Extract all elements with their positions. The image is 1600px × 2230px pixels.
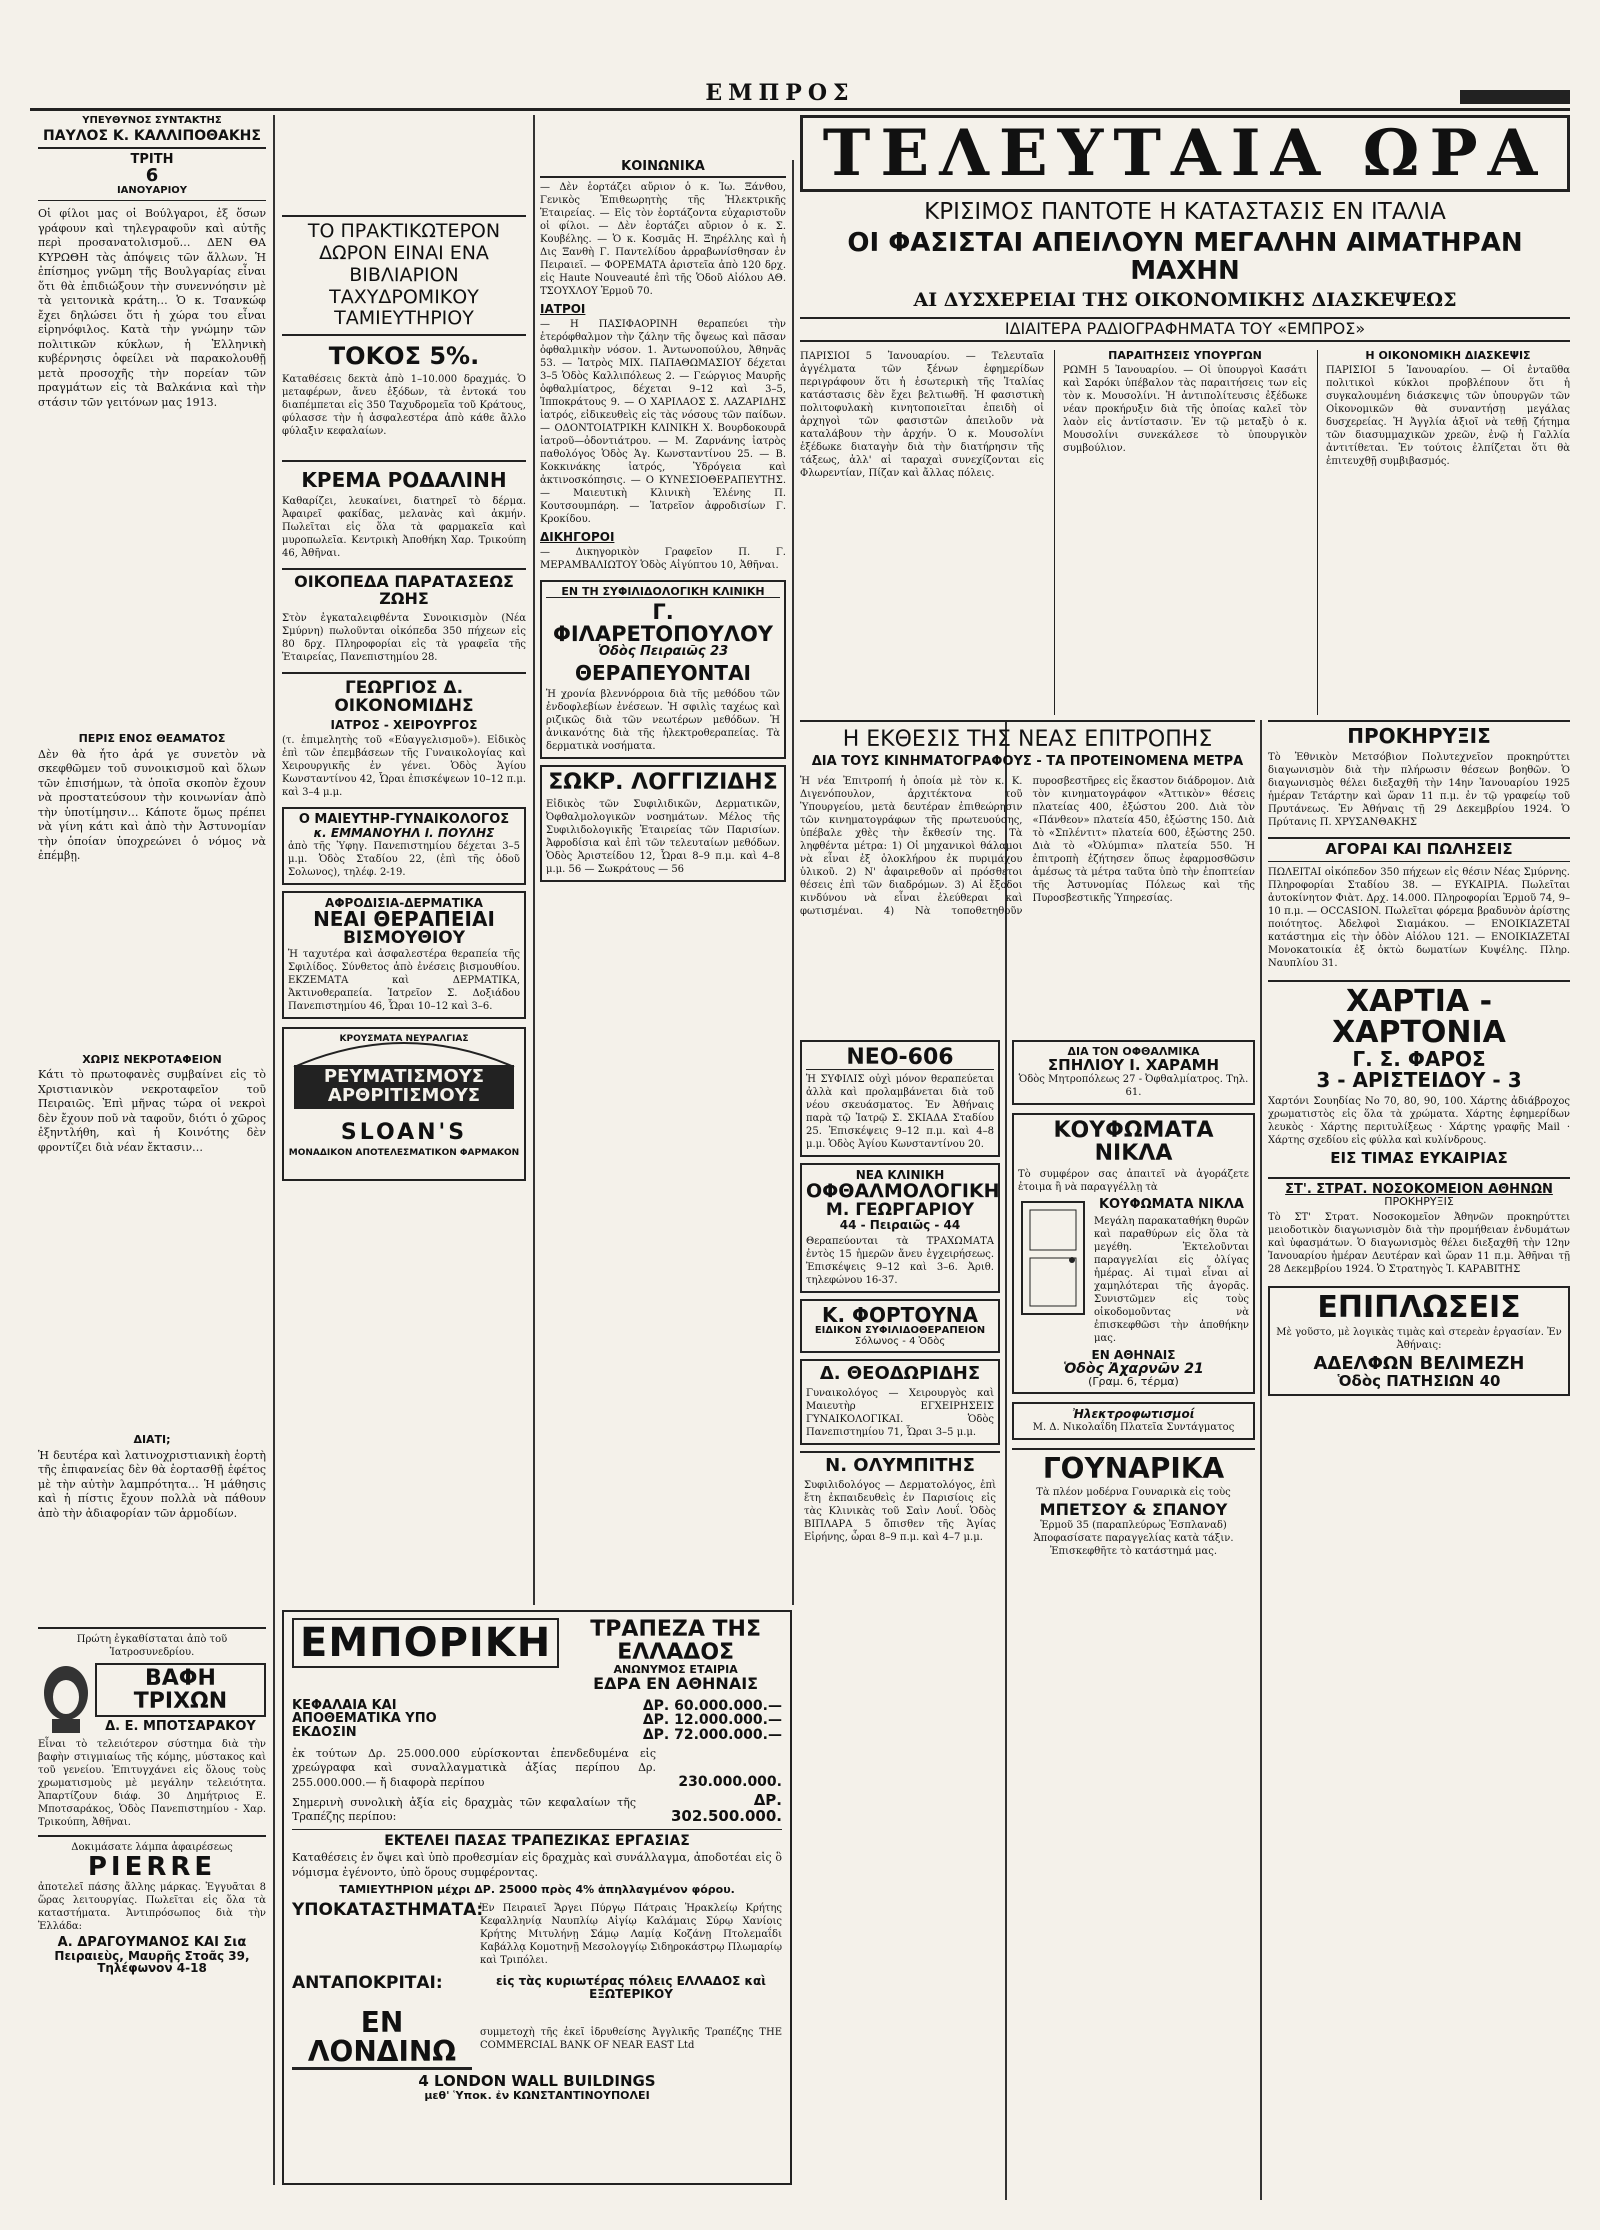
column-rule <box>273 115 275 2185</box>
third-column <box>540 160 786 1605</box>
news-column: ΠΑΡΙΣΙΟΙ 5 Ἰανουαρίου. — Οἱ ἐνταῦθα πολιτικοὶ κύκλοι προβλέπουν ὅτι ἡ συγκαλουμένη διάσκεψις τῶν ὑπουργῶν τῶν Οἰκονομικῶν θὰ συναντήσῃ μεγάλας δυσχερείας. Ἡ Ἀγγλία ἀξιοῖ νὰ τεθῇ ζήτημα τῶν διασυμμαχικῶν χρεῶν, ἐνῷ ἡ Γαλλία ἀντιτίθεται. Ἐν τούτοις ἐλπίζεται ὅτι θὰ ἐπιτευχθῇ συμβιβασμός. <box>1326 365 1570 468</box>
ad-name: Μ. ΓΕΩΡΓΑΡΙΟΥ <box>825 1199 975 1220</box>
plots-ad <box>282 568 526 664</box>
ad-text: Ἡ ΣΥΦΙΛΙΣ οὐχὶ μόνον θεραπεύεται ἀλλὰ καὶ προλαμβάνεται διὰ τοῦ νέου σκευάσματος. Ἐν Ἀθήναις παρὰ τῷ Ἰατρῷ Σ. ΣΚΙΑΔΑ Σταδίου 25. Ἐπισκέψεις 9–12 π.μ. καὶ 4–8 μ.μ. Ὁδὸς Ἀγίου Κωνσταντίνου 20. <box>806 1074 994 1151</box>
ad-text: Συφιλιδολόγος — Δερματολόγος, ἐπὶ ἔτη ἐκπαιδευθεὶς ἐν Παρισίοις εἰς τὰς Κλινικὰς τοῦ Σαὶν Λουΐ. Ὁδὸς ΒΙΠΛΑΡΑ 5 ὄπισθεν τῆς Ἁγίας Εἰρήνης, ὧραι 8–9 π.μ. καὶ 4–7 μ.μ. <box>804 1479 996 1543</box>
left-column <box>38 116 266 2196</box>
trade-text: ΠΩΛΕΙΤΑΙ οἰκόπεδον 350 πήχεων εἰς θέσιν Νέας Σμύρνης. Πληροφορίαι Σταδίου 38. — ΕΥΚΑΙΡΙΑ. Πωλεῖται ἀυτοκίνητον Φιὰτ. Δρχ. 14.000. Πληροφορίαι Ἑρμοῦ 74, 9–10 π.μ. — OCCASION. Πωλεῖται φόρεμα βραδυνὸν ἀρίστης ποιότητος. Ἀδελφοὶ Σιαμάκου. — ΕΝΟΙΚΙΑΖΕΤΑΙ κατάστημα εἰς τὴν ὁδὸν Αἰόλου 121. — ΕΝΟΙΚΙΑΖΕΤΑΙ Μονοκατοικία ἐξ ὀκτὼ δωματίων Κυψέλης. Πληρ. Ναυπλίου 31. <box>1268 866 1570 969</box>
date-number: 6 <box>145 164 159 186</box>
ad-address: Ὁδὸς Πειραιῶς 23 <box>597 644 729 660</box>
article-subheading: ΧΩΡΙΣ ΝΕΚΡΟΤΑΦΕΙΟΝ <box>82 1052 222 1066</box>
ad-maker: Δ. Ε. ΜΠΟΤΣΑΡΑΚΟΥ <box>105 1719 256 1735</box>
ad-brand: SLOAN'S <box>340 1119 468 1145</box>
doctors-text: — Η ΠΑΣΙΦΑΟΡΙΝΗ θεραπεύει τὴν ἐτερόφθαλμον τὴν ζάλην τῆς ὄψεως καὶ πᾶσαν ὀφθαλμικὴν νόσον. 1. Ἀντωνοπούλου, Ἀθηνᾶς 53. — Ἰατρὸς ΜΙΧ. ΠΑΠΑΘΩΜΑΣΙΟΥ δέχεται 3–5 Ὁδὸς Καλλιπόλεως 2. — Γεώργιος Μαυρῆς ὀφθαλμίατρος, δέχεται 9–12 καὶ 3–5, Ἰπποκράτους 9. — Ο ΧΑΡΙΛΑΟΣ Σ. ΛΑΖΑΡΙΔΗΣ ἰατρός, εἰδικευθεὶς εἰς τὰς νόσους τῶν παίδων. — ΟΔΟΝΤΟΙΑΤΡΙΚΗ ΚΛΙΝΙΚΗ Χ. Βουρδοκουρᾶ ἰατροῦ—ὀδοντιάτρου. — Μ. Ζαρνάνης ἰατρὸς παθολόγος Ὁδὸς Ἁγ. Κωνσταντίνου 25. — Β. Κοκκινάκης ἰατρός, Ὑδρόγεια καὶ ἀκτινοσκόπησις. — Ο ΚΥΝΕΣΙΟΘΕΡΑΠΕΥΤΗΣ. — Μαιευτικὴ Κλινικὴ Ἐλένης Π. Κουτσουμπάρη. — Ἰατρεῖον ἀφροδισίων Γ. Κροκίδου. <box>540 318 786 525</box>
ad-text: Θεραπεύονται τὰ ΤΡΑΧΩΜΑΤΑ ἐντὸς 15 ἡμερῶν ἄνευ ἐγχειρήσεως. Ἐπισκέψεις 9–12 καὶ 3–6. Ἀριθ. τηλεφώνου 16-37. <box>806 1236 994 1287</box>
ad-text: Μὲ γοῦστο, μὲ λογικὰς τιμὰς καὶ στερεὰν ἐργασίαν. Ἐν Ἀθήναις: <box>1276 1327 1562 1352</box>
hair-dye-ad <box>38 1627 266 1829</box>
editor-name: ΠΑΥΛΟΣ Κ. ΚΑΛΛΙΠΟΘΑΚΗΣ <box>38 129 266 150</box>
ad-title: ΟΦΘΑΛΜΟΛΟΓΙΚΗ <box>806 1179 1000 1202</box>
fourth-column <box>800 1040 1000 2190</box>
ad-text: Στὸν ἐγκαταλειφθέντα Συνοικισμὸν (Νέα Σμύρνη) πωλοῦνται οἰκόπεδα 350 πήχεων εἰς 80 δρχ. Πληροφορίαι εἰς τὰ γραφεῖα τῆς Ἑταιρείας, Πανεπιστημίου 28. <box>282 613 526 663</box>
olympitis-ad <box>800 1451 1000 1548</box>
ad-dealer: Α. ΔΡΑΓΟΥΜΑΝΟΣ ΚΑΙ Σια <box>57 1934 247 1950</box>
ad-name: Γ. ΦΙΛΑΡΕΤΟΠΟΥΛΟΥ <box>552 600 774 647</box>
ad-text: Ἡ ταχυτέρα καὶ ἀσφαλεστέρα θεραπεία τῆς Σφιλίδος. Σύνθετος ἀπὸ ἐνέσεις βισμουθίου. ΕΚΖΕΜΑΤΑ καὶ ΔΕΡΜΑΤΙΚΑ, Ἀκτινοθεραπεία. Ἰατρεῖον Σ. Δοξιάδου Πανεπιστημίου 46, Ὧραι 10–12 καὶ 3–6. <box>288 948 520 1012</box>
logizidis-ad <box>540 765 786 882</box>
ad-text: Γυναικολόγος — Χειρουργὸς καὶ Μαιευτὴρ ΕΓΧΕΙΡΗΣΕΙΣ ΓΥΝΑΙΚΟΛΟΓΙΚΑΙ. Ὁδὸς Πανεπιστημίου 71, Ὧραι 3–5 μ.μ. <box>806 1387 994 1438</box>
ad-title: ΧΑΡΤΙΑ - ΧΑΡΤΟΝΙΑ <box>1332 983 1506 1051</box>
late-news-banner: ΤΕΛΕΥΤΑΙΑ ΩΡΑ <box>800 115 1570 192</box>
ad-text: Μεγάλη παρακαταθήκη θυρῶν καὶ παραθύρων εἰς ὅλα τὰ μεγέθη. Ἐκτελοῦνται παραγγελίαι εἰς ὀλίγας ἡμέρας. Αἱ τιμαὶ εἶναι αἱ χαμηλότεραι τῆς ἀγορᾶς. Συνιστῶμεν εἰς τοὺς οἰκοδομοῦντας νὰ ἐπισκεφθῶσι τὴν ἀποθήκην μας. <box>1094 1216 1249 1345</box>
woman-portrait-icon <box>38 1663 89 1733</box>
news-subheading: Η ΟΙΚΟΝΟΜΙΚΗ ΔΙΑΣΚΕΨΙΣ <box>1365 348 1531 362</box>
ad-address: (Γραμ. 6, τέρμα) <box>1088 1375 1179 1389</box>
second-column <box>282 215 526 1605</box>
section-header: ΠΡΟΚΗΡΥΞΙΣ <box>1268 720 1570 747</box>
bank-name-right: ΤΡΑΠΕΖΑ ΤΗΣ ΕΛΛΑΔΟΣ <box>590 1617 761 1666</box>
notice-subtitle: ΠΡΟΚΗΡΥΞΙΣ <box>1384 1195 1454 1209</box>
bank-savings: ΤΑΜΙΕΥΤΗΡΙΟΝ μέχρι ΔΡ. 25000 πρὸς 4% ἀπηλλαγμένον φόρου. <box>339 1883 735 1897</box>
ad-text: Τὸ συμφέρον σας ἀπαιτεῖ νὰ ἀγοράζετε ἐτοιμα ἢ νὰ παραγγέλλῃ τὰ <box>1018 1169 1249 1194</box>
cream-ad <box>282 460 526 560</box>
social-text: — Δὲν ἑορτάζει αὔριον ὁ κ. Ἰω. Ξάνθου, Γενικὸς Ἐπιθεωρητὴς τῆς Ἠλεκτρικῆς Ἑταιρείας. — Εἰς τὸν ἑορτάζοντα εὐχαριστοῦν οἱ φίλοι. — Δὲν ἑορτάζει αὔριον ὁ κ. Σ. Κουβέλης. — Ὁ κ. Κοσμᾶς Η. Ξηρέλλης καὶ ἡ Δις Ξανθὴ Γ. Παντελίδου ἀρραβωνίσθησαν ἐν Πειραιεῖ. — ΦΟΡΕΜΑΤΑ ἀριστεῖα ἀπὸ 120 δρχ. εἰς Haute Nouveauté ἐπὶ τῆς Ὁδοῦ Αἰόλου ΑΘ. ΤΣΟΥΧΛΟΥ Ἑρμοῦ 70. <box>540 181 786 297</box>
ad-line: ΑΡΘΡΙΤΙΣΜΟΥΣ <box>327 1084 481 1106</box>
capital-amount: ΔΡ. 12.000.000.— <box>642 1712 782 1729</box>
windows-ad <box>1012 1113 1255 1394</box>
pierre-lamp-ad <box>38 1835 266 1975</box>
ad-title: ΝΕΟ-606 <box>806 1046 994 1070</box>
late-news <box>800 115 1570 715</box>
bank-total: ΔΡ. 302.500.000. <box>670 1791 782 1825</box>
bank-seat: ΕΔΡΑ ΕΝ ΑΘΗΝΑΙΣ <box>593 1673 759 1693</box>
ad-address: Ὁδὸς Ἀχαρνῶν 21 <box>1063 1360 1204 1377</box>
notice-title: ΣΤ'. ΣΤΡΑΤ. ΝΟΣΟΚΟΜΕΙΟΝ ΑΘΗΝΩΝ <box>1285 1181 1553 1197</box>
ad-text: Μ. Δ. Νικολαΐδη Πλατεῖα Συντάγματος <box>1032 1421 1235 1433</box>
masthead-title: ΕΜΠΡΟΣ <box>705 80 855 106</box>
lawyers-text: — Δικηγορικὸν Γραφεῖον Π. Γ. ΜΕΡΑΜΒΑΛΙΩΤΟΥ Ὁδὸς Αἰγύπτου 10, Ἀθῆναι. <box>540 546 786 571</box>
bank-name-left: ΕΜΠΟΡΙΚΗ <box>292 1618 559 1668</box>
ad-title: ΟΙΚΟΠΕΔΑ ΠΑΡΑΤΑΣΕΩΣ ΖΩΗΣ <box>294 572 514 609</box>
doctor-text: (τ. ἐπιμελητὴς τοῦ «Εὐαγγελισμοῦ»). Εἰδικὸς ἐπὶ τῶν ἐπεμβάσεων τῆς Γυναικολογίας καὶ Χειρουργικῆς ἐν γένει. Ὁδὸς Ἁγίου Κωνσταντίνου 42, Ὧραι ἐπισκέψεων 10–12 π.μ. καὶ 3–4 μ.μ. <box>282 735 526 799</box>
bank-text: ἐκ τούτων Δρ. 25.000.000 εὑρίσκονται ἐπενδεδυμένα εἰς χρεώγραφα καὶ συναλλαγματικὰ ἀξίας περίπου Δρ. 255.000.000.— ἤ διαφορὰ περίπου <box>292 1746 656 1789</box>
ad-top: ΝΕΑ ΚΛΙΝΙΚΗ <box>855 1168 945 1183</box>
article-body: Ἡ νέα Ἐπιτροπή ἡ ὁποία μὲ τὸν κ. Κ. Διγενόπουλον, ἀρχιτέκτονα τοῦ Ὑπουργείου, μετὰ δευτέραν ἐπιθεώρησιν τῶν κινηματογράφων τῆς πρωτευούσης, ὑπέβαλε χθὲς τὴν ἔκθεσίν της. Τὰ ληφθέντα μέτρα: 1) Οἱ μηχανικοὶ θάλαμοι νὰ εἶναι ἐξ ὁλοκλήρου ἐκ πυριμάχου ὑλικοῦ. 2) Ν' ἀφαιρεθοῦν αἱ πρόσθετοι θέσεις ἐπὶ τῶν διαδρόμων. 3) Αἱ ἔξοδοι κινδύνου νὰ εἶναι ἐλεύθεραι καὶ φωτισμέναι. 4) Νὰ τοποθετηθοῦν πυροσβεστῆρες εἰς ἕκαστον διάδρομον. Διὰ τὸν κινηματογράφον «Ἀττικὸν» θέσεις πλατείας 400, ἐξώστου 200. Διὰ τὸν «Πάνθεον» πλατεία 450, ἐξώστης 150. Διὰ τὸ «Σπλέντιτ» πλατεία 600, ἐξώστης 250. Διὰ τὸ «Ὀλύμπια» πλατεία 550. Ἡ ἐπιτροπὴ ἐζήτησεν ὅπως ἐφαρμοσθῶσιν ἀμέσως τὰ μέτρα ταῦτα ὑπὸ τὴν ἐποπτείαν τῆς Ἀστυνομίας Πόλεως καὶ τῆς Πυροσβεστικῆς Ὑπηρεσίας. <box>800 775 1255 917</box>
furs-ad <box>1012 1448 1255 1558</box>
ad-address: Ὁδὸς ΠΑΤΗΣΙΩΝ 40 <box>1337 1372 1501 1391</box>
doctor-name: ΓΕΩΡΓΙΟΣ Δ. ΟΙΚΟΝΟΜΙΔΗΣ <box>334 678 474 716</box>
bank-ops-text: Καταθέσεις ἐν ὄψει καὶ ὑπὸ προθεσμίαν εἰς δραχμὰς καὶ συνάλλαγμα, ἀποδοτέαι εἰς ὃ νόμισμα ἐγένοντο, ὑπὸ ὅρους συμφέροντας. <box>292 1851 782 1879</box>
article-body: Ἡ δευτέρα καὶ λατινοχριστιανικὴ ἑορτὴ τῆς ἐπιφανείας δὲν θὰ ἑορτασθῇ ἐφέτος μὲ τὴν αὐτὴν λαμπρότητα… Ἡ μάθησις καὶ ἡ πίστις ἔχουν πολλὰ νὰ πάθουν ἀπὸ τὴν ἀδιαφορίαν τῶν ἁρμοδίων. <box>38 1448 266 1520</box>
article-body: Κάτι τὸ πρωτοφανὲς συμβαίνει εἰς τὸ Χριστιανικὸν νεκροταφεῖον τοῦ Πειραιῶς. Ἐπὶ μῆνας τώρα οἱ νεκροὶ δὲν ἔχουν ποῦ νὰ ταφοῦν, διότι ὁ χῶρος ἐξηντλήθη, καὶ ἡ Κοινότης δὲν φροντίζει διὰ νέαν ἔκτασιν… <box>38 1068 266 1154</box>
headline: ΟΙ ΦΑΣΙΣΤΑΙ ΑΠΕΙΛΟΥΝ ΜΕΓΑΛΗΝ ΑΙΜΑΤΗΡΑΝ ΜΑΧΗΝ <box>847 228 1523 286</box>
theodoridis-ad <box>800 1359 1000 1445</box>
headline: Η ΕΚΘΕΣΙΣ ΤΗΣ ΝΕΑΣ ΕΠΙΤΡΟΠΗΣ <box>842 727 1213 752</box>
ad-title: ΒΑΦΗ ΤΡΙΧΩΝ <box>95 1663 266 1717</box>
paper-ad <box>1268 980 1570 1167</box>
ad-text: Ἀποφασίσατε παραγγελίας κατὰ τάξιν. Ἐπισκεφθῆτε τὸ κατάστημά μας. <box>1033 1532 1234 1557</box>
news-column: ΡΩΜΗ 5 Ἰανουαρίου. — Οἱ ὑπουργοὶ Κασάτι καὶ Σαρόκι ὑπέβαλον τὰς παραιτήσεις των εἰς τὸν κ. Μουσολίνι. Ἡ ἀντιπολίτευσις ἐξέδωκε νέαν προκήρυξιν διὰ τῆς ὁποίας καλεῖ τὸν λαὸν εἰς ἀντίστασιν. Ἐν τῷ μεταξὺ ὁ κ. Μουσολίνι συνεκάλεσε τὸ ὑπουργικὸν συμβούλιον. <box>1063 365 1307 455</box>
notice-text: Τὸ ΣΤ' Στρατ. Νοσοκομεῖον Ἀθηνῶν προκηρύττει μειοδοτικὸν διαγωνισμὸν διὰ τὴν προμήθειαν ἐνδυμάτων καὶ ὑφασμάτων. Ὁ διαγωνισμὸς θέλει διεξαχθῆ τὴν 12ην Ἰανουαρίου ἡμέραν Δευτέραν καὶ ὥραν 11 π.μ. Ἀθῆναι τῇ 28 Δεκεμβρίου 1924. Ὁ Στρατηγὸς Ἰ. ΚΑΡΑΒΙΤΗΣ <box>1268 1211 1570 1275</box>
ad-subtitle: ΚΟΥΦΩΜΑΤΑ ΝΙΚΛΑ <box>1098 1197 1244 1213</box>
ad-address: 3 - ΑΡΙΣΤΕΙΔΟΥ - 3 <box>1316 1067 1522 1092</box>
ad-dealer: ΜΠΕΤΣΟΥ & ΣΠΑΝΟΥ <box>1039 1499 1228 1519</box>
ad-text: Εἶναι τὸ τελειότερον σύστημα διὰ τὴν βαφὴν στιγμιαίως τῆς κόμης, μύστακος καὶ τοῦ γενείου. Ἐπιτυγχάνει εἰς ὅλους τοὺς χρωματισμοὺς μὲ μεγάλην τελειότητα. Ἀπαρτίζουν διάφ. 30 Δημήτριος Ε. Μποτσαράκος, Ὁδὸς Πανεπιστημίου - Χαρ. Τρικούπη, Ἀθῆναι. <box>38 1738 266 1828</box>
ad-top: ΑΦΡΟΔΙΣΙΑ-ΔΕΡΜΑΤΙΚΑ <box>325 895 483 910</box>
ad-note: Πρώτη ἐγκαθίσταται ἀπὸ τοῦ Ἰατροσυνεδρίου. <box>76 1633 228 1658</box>
news-column: ΠΑΡΙΣΙΟΙ 5 Ἰανουαρίου. — Τελευταῖα ἀγγέλματα τῶν ξένων ἐφημερίδων περιγράφουν ὅτι ἡ ἐσωτερικὴ τῆς Ἰταλίας κατάστασις δὲν ἔχει βελτιωθῆ. Ἡ φασιστικὴ πολιτοφυλακὴ κινητοποιεῖται ἐπειδὴ οἱ ἀρχηγοὶ τῶν φασιστῶν ἀπειλοῦν νὰ καταλάβουν τὴν ἀρχήν. Ὁ κ. Μουσολίνι ἐξέδωκε διαταγὴν διὰ τὴν διατήρησιν τῆς τάξεως, ἀλλ' αἱ ταραχαὶ συνεχίζονται εἰς Φλωρεντίαν, Πίζαν καὶ ἄλλας πόλεις. <box>800 350 1044 479</box>
ad-title: ΝΕΑΙ ΘΕΡΑΠΕΙΑΙ <box>313 907 495 932</box>
ad-title: ΓΟΥΝΑΡΙΚΑ <box>1042 1451 1225 1485</box>
column-rule <box>533 115 535 1605</box>
doctor-specialty: ΙΑΤΡΟΣ - ΧΕΙΡΟΥΡΓΟΣ <box>330 717 478 732</box>
sloans-ad <box>282 1027 526 1181</box>
fortuna-ad <box>800 1299 1000 1353</box>
branches-text: Ἐν Πειραιεῖ Ἄργει Πύργῳ Πάτραις Ἡρακλείῳ Κρήτης Κεφαλληνίᾳ Ναυπλίῳ Αἰγίῳ Καλάμαις Σύρῳ Χανίοις Κρήτης Μιτυλήνῃ Σάμῳ Λαμίᾳ Κοζάνῃ Πτολεμαΐδι Καβάλλᾳ Κομοτηνῇ Μεσολογγίῳ Σιδηροκάστρῳ Πλωμαρίῳ καὶ Τριπόλει. <box>480 1902 782 1966</box>
bank-ops-title: ΕΚΤΕΛΕΙ ΠΑΣΑΣ ΤΡΑΠΕΖΙΚΑΣ ΕΡΓΑΣΙΑΣ <box>384 1832 690 1849</box>
ad-band: ΚΡΟΥΣΜΑΤΑ ΝΕΥΡΑΛΓΙΑΣ <box>339 1033 469 1044</box>
ad-text: Εἰδικὸς τῶν Συφιλιδικῶν, Δερματικῶν, Ὀφθαλμολογικῶν νοσημάτων. Μέλος τῆς Συφιλιδολογικῆς Ἑταιρείας τῶν Παρισίων. Ἀφροδίσια καὶ ἐπὶ τῶν τελευταίων μεθόδων. Ὁδὸς Ἀριστείδου 12, Ὧραι 8–9 π.μ. καὶ 4–8 μ.μ. 56 — Σωκράτους — 56 <box>546 799 780 876</box>
ad-title: PIERRE <box>87 1851 217 1882</box>
ad-line: ΡΕΥΜΑΤΙΣΜΟΥΣ <box>323 1065 485 1087</box>
ad-text: ἀποτελεῖ πάσης ἄλλης μάρκας. Ἐγγυᾶται 8 ὥρας λειτουργίας. Πωλεῖται εἰς ὅλα τὰ καταστήματα. Ἀντιπρόσωπος διὰ τὴν Ἑλλάδα: <box>38 1881 266 1932</box>
deposit-rate: ΤΟΚΟΣ 5%. <box>328 342 480 371</box>
ad-name: Κ. ΦΟΡΤΟΥΝΑ <box>821 1303 979 1328</box>
headline: ΙΔΙΑΙΤΕΡΑ ΡΑΔΙΟΓΡΑΦΗΜΑΤΑ ΤΟΥ «ΕΜΠΡΟΣ» <box>800 317 1570 342</box>
furniture-ad <box>1268 1286 1570 1396</box>
ad-subtitle: ΕΙΔΙΚΟΝ ΣΥΦΙΛΙΔΟΘΕΡΑΠΕΙΟΝ <box>814 1325 986 1337</box>
ad-intro: Δοκιμάσατε λάμπα ἀφαιρέσεως <box>71 1841 233 1853</box>
date-month: ΙΑΝΟΥΑΡΙΟΥ <box>38 186 266 202</box>
article-subheading: ΔΙΑΤΙ; <box>133 1433 171 1447</box>
news-subheading: ΠΑΡΑΙΤΗΣΕΙΣ ΥΠΟΥΡΓΩΝ <box>1108 348 1262 362</box>
ad-text: Ὁδὸς Μητροπόλεως 27 - Ὀφθαλμίατρος. Τηλ. 61. <box>1018 1074 1249 1099</box>
correspondents-label: ΑΝΤΑΠΟΚΡΙΤΑΙ: <box>292 1972 443 1993</box>
masthead-ornament <box>1460 90 1570 104</box>
section-header: ΔΙΚΗΓΟΡΟΙ <box>540 529 615 544</box>
ad-footer: ΜΟΝΑΔΙΚΟΝ ΑΠΟΤΕΛΕΣΜΑΤΙΚΟΝ ΦΑΡΜΑΚΟΝ <box>288 1147 520 1158</box>
doctor-ad <box>282 672 526 799</box>
ad-address: Ἑρμοῦ 35 (παραπλεύρως Ἐσπλαναδ) <box>1040 1519 1227 1531</box>
headline: ΑΙ ΔΥΣΧΕΡΕΙΑΙ ΤΗΣ ΟΙΚΟΝΟΜΙΚΗΣ ΔΙΑΣΚΕΨΕΩΣ <box>913 288 1457 311</box>
ad-name: ΣΠΗΛΙΟΥ Ι. ΧΑΡΑΜΗ <box>1047 1055 1220 1074</box>
ad-city: ΕΝ ΑΘΗΝΑΙΣ <box>1091 1348 1176 1363</box>
cinema-article <box>800 720 1255 1040</box>
ad-title: ΚΡΕΜΑ ΡΟΔΑΛΙΝΗ <box>301 468 507 493</box>
clinic-ad <box>540 580 786 759</box>
london-text: μεθ' Ὑποκ. ἐν ΚΩΝΣΤΑΝΤΙΝΟΥΠΟΛΕΙ <box>424 2088 650 2102</box>
london-label: ΕΝ ΛΟΝΔΙΝΩ <box>292 2008 472 2070</box>
editor-label: ΥΠΕΥΘΥΝΟΣ ΣΥΝΤΑΚΤΗΣ <box>82 116 222 126</box>
electric-ad <box>1012 1402 1255 1440</box>
headline: ΚΡΙΣΙΜΟΣ ΠΑΝΤΟΤΕ Η ΚΑΤΑΣΤΑΣΙΣ ΕΝ ΙΤΑΛΙΑ <box>924 199 1446 226</box>
bank-ad <box>282 1610 792 2185</box>
ad-name: Ν. ΟΛΥΜΠΙΤΗΣ <box>825 1454 975 1476</box>
ad-text: Χαρτόνι Σουηδίας No 70, 80, 90, 100. Χάρτης ἀδιάβροχος χρωματιστὸς εἰς ὅλα τὰ χρώματα. Χάρτης ἐφημερίδων λευκὸς · Χάρτης περιτυλίξεως · Χάρτης γραφῆς Mail · Χάρτης σχεδίου εἰς φύλλα καὶ κυλίνδρους. <box>1268 1095 1570 1146</box>
charami-ad <box>1012 1040 1255 1105</box>
ad-address: 44 - Πειραιῶς - 44 <box>839 1218 961 1233</box>
column-rule <box>792 160 794 1605</box>
dermatology-ad <box>282 891 526 1019</box>
deposit-text: Καταθέσεις δεκτὰ ἀπὸ 1–10.000 δραχμάς. Ὁ μεταφέρων, ἄνευ ἐξόδων, τὰ ἐντοκά του διαπέμπεται εἰς 350 Ταχυδρομεῖα τοῦ Κράτους, φύλασσε τὴν ἡ ἀσφαλεστέρα ἀπὸ κάθε ἄλλο φύλαξιν κεφαλαίων. <box>282 374 526 438</box>
notice-text: Τὸ Ἐθνικὸν Μετσόβιον Πολυτεχνεῖον προκηρύττει διαγωνισμὸν διὰ τὴν πλήρωσιν θέσεων βοηθῶν. Ὁ διαγωνισμὸς θέλει διεξαχθῆ τὴν 14ην Ἰανουαρίου 1925 ἡμέραν Τετάρτην καὶ ὥραν 11 π.μ. ἐν τῷ γραφείῳ τοῦ Πρυτάνεως. Ἐν Ἀθήναις τῇ 29 Δεκεμβρίου 1924. Ὁ Πρύτανις Π. ΧΡΥΣΑΝΘΑΚΗΣ <box>1268 752 1570 828</box>
gynecologist-ad <box>282 807 526 884</box>
capital-amount: ΔΡ. 60.000.000.— <box>642 1697 782 1714</box>
bank-amount: 230.000.000. <box>678 1774 782 1791</box>
bank-text: Σημερινὴ συνολικὴ ἀξία εἰς δραχμὰς τῶν κεφαλαίων τῆς Τραπέζης περίπου: <box>292 1795 636 1824</box>
fifth-column <box>1012 1040 1255 2190</box>
ad-title: ΕΠΙΠΛΩΣΕΙΣ <box>1317 1289 1521 1325</box>
section-header: ΑΓΟΡΑΙ ΚΑΙ ΠΩΛΗΣΕΙΣ <box>1268 837 1570 862</box>
ad-dealer: Γ. Σ. ΦΑΡΟΣ <box>1352 1046 1486 1071</box>
ad-address: Πειραιεὺς, Μαυρῆς Στοᾶς 39, Τηλέφωνον 4-18 <box>54 1948 250 1976</box>
capital-amount: ΔΡ. 72.000.000.— <box>642 1726 782 1743</box>
ad-address: Σόλωνος - 4 Ὁδὸς <box>854 1335 946 1347</box>
branches-label: ΥΠΟΚΑΤΑΣΤΗΜΑΤΑ: <box>292 1899 484 1920</box>
date-day: ΤΡΙΤΗ <box>130 152 174 168</box>
article-body: Δὲν θὰ ἦτο ἀρά γε συνετὸν νὰ σκεφθῶμεν τοῦ συνοικισμοῦ καὶ ὅλων τῶν ἐπισήμων, τὰ ὁποῖα σκοπὸν ἔχουν νὰ προστατεύσουν τὴν κοινωνίαν ἀπὸ τὴν ὑποτίμησιν… Κάποτε ὅμως πρέπει νὰ γίνη κάτι καὶ ἀπὸ τὴν Ἀστυνομίαν τὴν ὁποίαν ὑποχρεώνει ὁ νόμος νὰ ἐπέμβῃ. <box>38 747 266 863</box>
column-rule <box>1260 720 1262 2200</box>
ad-name: Δ. ΘΕΟΔΩΡΙΔΗΣ <box>819 1363 981 1385</box>
section-header: ΙΑΤΡΟΙ <box>540 301 586 316</box>
london-text: συμμετοχὴ τῆς ἐκεῖ ἱδρυθείσης Ἀγγλικῆς Τραπέζης THE COMMERCIAL BANK OF NEAR EAST Ltd <box>480 2026 782 2051</box>
ad-top: ΕΝ ΤΗ ΣΥΦΙΛΙΔΟΛΟΓΙΚΗ ΚΛΙΝΙΚΗ <box>546 586 780 599</box>
ad-text: Καθαρίζει, λευκαίνει, διατηρεῖ τὸ δέρμα. Ἀφαιρεῖ φακίδας, μελανὰς καὶ ἀκμήν. Πωλεῖται εἰς ὅλα τὰ φαρμακεῖα καὶ μυροπωλεῖα. Κεντρικὴ Ἀποθήκη Χαρ. Τρικούπη 46, Ἀθῆναι. <box>282 496 526 560</box>
ad-title: ΚΟΥΦΩΜΑΤΑ ΝΙΚΛΑ <box>1053 1118 1214 1167</box>
headline: ΔΙΑ ΤΟΥΣ ΚΙΝΗΜΑΤΟΓΡΑΦΟΥΣ - ΤΑ ΠΡΟΤΕΙΝΟΜΕΝΑ ΜΕΤΡΑ <box>811 754 1244 770</box>
section-header: ΚΟΙΝΩΝΙΚΑ <box>540 160 786 178</box>
ad-text: ἀπὸ τῆς Ὑφηγ. Πανεπιστημίου δέχεται 3–5 μ.μ. Ὁδὸς Σταδίου 22, (ἐπὶ τῆς ὁδοῦ Σολωνος), τηλέφ. 2-19. <box>288 840 520 878</box>
bank-subtitle: ΑΝΩΝΥΜΟΣ ΕΤΑΙΡΙΑ <box>613 1663 738 1677</box>
ad-subtitle: κ. ΕΜΜΑΝΟΥΗΛ Ι. ΠΟΥΛΗΣ <box>313 825 495 840</box>
neo606-ad <box>800 1040 1000 1157</box>
door-icon <box>1018 1198 1088 1318</box>
eye-clinic-ad <box>800 1163 1000 1293</box>
ad-title: Ο ΜΑΙΕΥΤΗΡ-ΓΥΝΑΙΚΟΛΟΓΟΣ <box>298 812 510 828</box>
article-subheading: ΠΕΡΙΣ ΕΝΟΣ ΘΕΑΜΑΤΟΣ <box>78 732 226 746</box>
ad-title: ΘΕΡΑΠΕΥΟΝΤΑΙ <box>575 660 751 685</box>
ad-mid: ΒΙΣΜΟΥΘΙΟΥ <box>342 928 466 949</box>
article-body: Οἱ φίλοι μας οἱ Βούλγαροι, ἐξ ὅσων γράφουν καὶ τηλεγραφοῦν καὶ αὐτῆς περὶ προσανατολισμοῦ… ΔΕΝ ΘΑ ΚΥΡΩΘΗ τὰς ἀπόψεις τῶν ἄλλων. Ἡ ἐπίσημος γνῶμη τῆς Βουλγαρίας εἶναι ὅτι θὰ ἐπιδιώξουν τὴν συνεννόησιν μὲ τὰ γειτονικὰ κράτη… Ὁ κ. Τσανκώφ ἔχει δηλώσει ὅτι ἡ χώρα του εἶναι εἰρηνόφιλος. Κατὰ τὴν γνώμην τῶν πολιτικῶν κύκλων, ἡ Ἑλληνικὴ κυβέρνησις ὀφείλει νὰ παρακολουθῇ μετὰ προσοχῆς τὴν πορείαν τῶν πραγμάτων εἰς τὰ Βαλκάνια καὶ τὴν στάσιν τῶν γειτόνων μας 1913. <box>38 207 266 409</box>
deposit-ad-title: ΤΟ ΠΡΑΚΤΙΚΩΤΕΡΟΝ ΔΩΡΟΝ ΕΙΝΑΙ ΕΝΑ ΒΙΒΛΙΑΡΙΟΝ ΤΑΧΥΔΡΟΜΙΚΟΥ ΤΑΜΙΕΥΤΗΡΙΟΥ <box>282 215 526 336</box>
ad-slogan: ΕΙΣ ΤΙΜΑΣ ΕΥΚΑΙΡΙΑΣ <box>1330 1148 1508 1167</box>
correspondents-text: εἰς τὰς κυριωτέρας πόλεις ΕΛΛΑΔΟΣ καὶ ΕΞΩΤΕΡΙΚΟΥ <box>496 1973 766 2001</box>
ad-name: ΣΩΚΡ. ΛΟΓΓΙΖΙΔΗΣ <box>548 769 778 795</box>
ad-text: Τὰ πλέον μοδέρνα Γουναρικὰ εἰς τοὺς <box>1036 1486 1231 1498</box>
hospital-notice <box>1268 1177 1570 1276</box>
ad-top: ΔΙΑ ΤΟΝ ΟΦΘΑΛΜΙΚΑ <box>1067 1045 1200 1058</box>
ad-text: Ἡ χρονία βλεννόρροια διὰ τῆς μεθόδου τῶν ἐνδοφλεβίων ἐνέσεων. Ἡ σφιλὶς ταχέως καὶ ριζικῶς διὰ τῶν νεωτέρων μεθόδων. Ἡ ἀνικανότης διὰ τῆς ἠλεκτροθεραπείας. Τὰ δερματικὰ νοσήματα. <box>546 688 780 752</box>
ad-title: Ἠλεκτροφωτισμοί <box>1072 1406 1195 1421</box>
right-column <box>1268 720 1570 2200</box>
ad-dealer: ΑΔΕΛΦΩΝ ΒΕΛΙΜΕΖΗ <box>1313 1353 1525 1375</box>
london-address: 4 LONDON WALL BUILDINGS <box>418 2071 656 2090</box>
capital-label: ΚΕΦΑΛΑΙΑ ΚΑΙ ΑΠΟΘΕΜΑΤΙΚΑ ΥΠΟ ΕΚΔΟΣΙΝ <box>292 1697 437 1740</box>
